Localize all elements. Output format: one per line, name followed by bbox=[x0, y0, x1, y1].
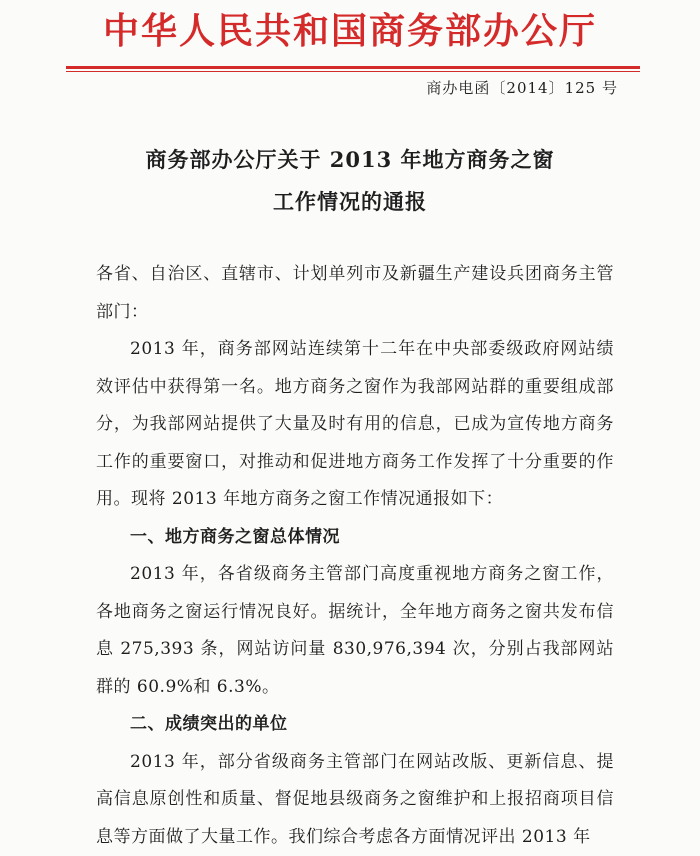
addressee: 各省、自治区、直辖市、计划单列市及新疆生产建设兵团商务主管部门： bbox=[96, 256, 614, 331]
document-title-line-1: 商务部办公厅关于 2013 年地方商务之窗 bbox=[0, 144, 700, 176]
letterhead-red-rule-thick bbox=[66, 66, 640, 69]
section-heading-outstanding-units: 二、成绩突出的单位 bbox=[96, 706, 614, 744]
document-number: 商办电函〔2014〕125 号 bbox=[426, 76, 618, 100]
paragraph-intro: 2013 年，商务部网站连续第十二年在中央部委级政府网站绩效评估中获得第一名。地方商务之窗作为我部网站群的重要组成部分，为我部网站提供了大量及时有用的信息，已成为宣传地方商务工作的重要窗口，对推动和促进地方商务工作发挥了十分重要的作用。现将 2013 年地方商务之窗工作情况通报如下： bbox=[96, 331, 614, 519]
paragraph-overview: 2013 年，各省级商务主管部门高度重视地方商务之窗工作，各地商务之窗运行情况良好。据统计，全年地方商务之窗共发布信息 275,393 条，网站访问量 830,976,394 次，分别占我部网站群的 60.9%和 6.3%。 bbox=[96, 556, 614, 706]
document-body bbox=[96, 256, 614, 856]
document-title-line-2: 工作情况的通报 bbox=[0, 186, 700, 218]
section-heading-overview: 一、地方商务之窗总体情况 bbox=[96, 519, 614, 557]
letterhead-red-rule-thin bbox=[66, 71, 640, 72]
paragraph-outstanding-units: 2013 年，部分省级商务主管部门在网站改版、更新信息、提高信息原创性和质量、督促地县级商务之窗维护和上报招商项目信息等方面做了大量工作。我们综合考虑各方面情况评出 2013 年 bbox=[96, 744, 614, 856]
letterhead-org-name: 中华人民共和国商务部办公厅 bbox=[0, 6, 700, 58]
